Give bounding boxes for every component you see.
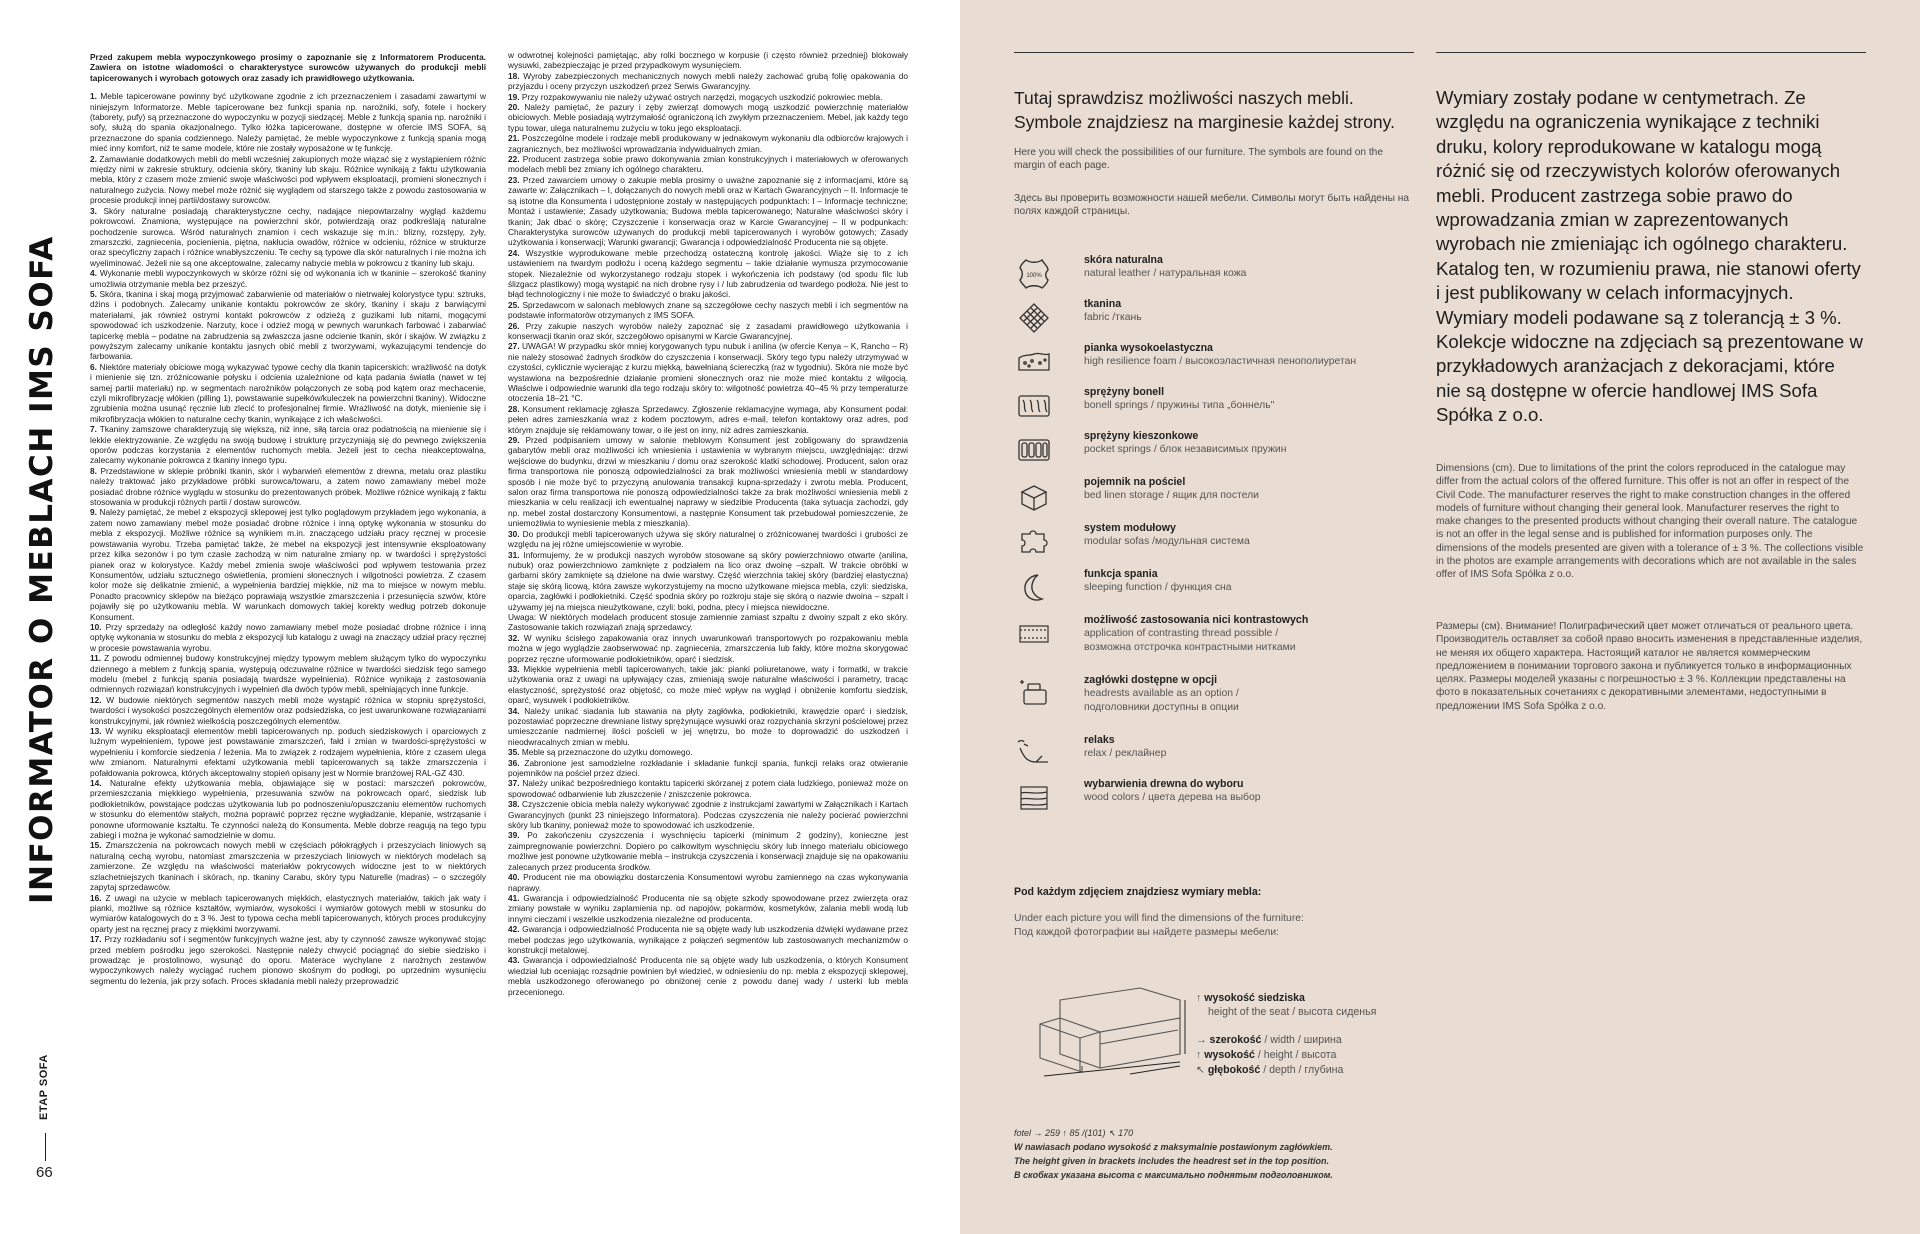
list-item-number: 6.	[90, 361, 97, 372]
list-item	[508, 154, 908, 175]
symbol-label-translation: application of contrasting thread possible /	[1084, 628, 1279, 639]
symbol-label-translation: modular sofas /модульная система	[1084, 536, 1250, 547]
list-item-number: 17.	[90, 934, 102, 945]
list-item	[508, 102, 908, 133]
list-item-number: 14.	[90, 778, 102, 789]
symbol-label-translation-extra: подголовники доступны в опции	[1084, 702, 1239, 713]
puzzle-icon	[1014, 522, 1054, 562]
caption-en: The height given in brackets includes the headrest set in the top position.	[1014, 1156, 1330, 1166]
list-item-number: 38.	[508, 799, 520, 810]
symbol-label-pl: relaks	[1084, 734, 1115, 746]
list-item	[90, 934, 486, 986]
list-item	[90, 893, 486, 935]
list-item	[90, 726, 486, 778]
symbols-heading: Tutaj sprawdzisz możliwości naszych mebli. Symbole znajdziesz na marginesie każdej strony.	[1014, 88, 1395, 132]
list-item-number: 12.	[90, 694, 102, 705]
list-item-number: 18.	[508, 70, 520, 81]
list-item-text: W wyniku ścisłego zapakowania oraz innych uwarunkowań transportowych po rozpakowaniu mebla można w jego wyglądzie zaobserwować np. zagniecenia, zmarszczenia lub fałdy, które można skorygować poprzez ręczne uformowanie podłokietników, oparć i siedzisk.	[508, 632, 909, 664]
list-item-number: 19.	[508, 91, 520, 102]
list-item	[90, 268, 486, 289]
list-item	[90, 622, 486, 653]
list-item-text: W wyniku eksploatacji elementów mebli tapicerowanych np. poduch siedziskowych i oparciowych z luźnym wypełnieniem, typowe jest powstawanie zmarszczeń, fałd i zmian w twardości-sprężystości w wypełnieniu i komforcie siedzenia / leżenia. Ma to związek z rodzajem wypełnienia, które z czasem ulega w/w zmianom. Naturalnymi efektami użytkowania mebli tapicerowanych są także zmarszczenia i pofałdowania pokrowca, których akceptowalny stopień opisany jest w Normie branżowej RAL-GZ 430.	[90, 726, 486, 778]
headrest-icon	[1014, 674, 1054, 714]
width-label: → szerokość / width / ширина	[1196, 1034, 1342, 1046]
pocket-spring-icon	[1014, 430, 1054, 470]
list-item-text: Informujemy, że w produkcji naszych wyrobów stosowane są skóry powierzchniowo otwarte (anilina, nubuk) oraz powierzchniowo zamknięte z podziałem na lico oraz dwoinę –szpalt. W trakcie obróbki w garbarni skóry zamknięte są dzielone na dwie warstwy. Część wierzchnia takiej skóry (bardziej elastyczna) staje się skórą licową, która zawsze wykorzystujemy na mocno użytkowane miejsca mebla, czyli: siedziska, oparcia, zagłówki i podłokietniki. Część spodnia skóry po rozkroju staje się skórą o nazwie dwoina – szpalt i używamy jej na miejsca nieużytkowane, czyli: boki, podna, plecy i miejsca niewidoczne.	[508, 549, 908, 612]
list-item-number: 20.	[508, 102, 520, 113]
list-item-number: 24.	[508, 247, 520, 258]
foam-block-icon	[1014, 342, 1054, 382]
symbol-item	[1014, 778, 1414, 818]
list-item-text: Przed zawarciem umowy o zakupie mebla prosimy o uważne zapoznanie się z informacjami, które są zawarte w: Załącznikach – I, dołączanych do nowych mebli oraz w Kartach Gwarancyjnych – II. Informacje te są istotne dla Konsumenta i udostępnione zostały w następujących podpunktach: I – Informacje techniczne; Montaż i ustawienie; Zasady użytkowania; Budowa mebla tapicerowanego; Naturalne właściwości skóry i tkanin; Jak dbać o skórę; Czyszczenie i konserwacja oraz w Karcie Gwarancyjnej – II w podpunkach: Charakterystyka surowców używanych do produkcji mebli tapicerowanych i wyrobów gotowych; Zasady użytkowania i konserwacji; Warunki gwarancji; Gwarancja i odpowiedzialność Producenta nie są objęte.	[508, 174, 908, 248]
symbol-label-pl: możliwość zastosowania nici kontrastowych	[1084, 614, 1309, 626]
symbol-label-translation: headrests available as an option /	[1084, 688, 1239, 699]
list-item-text: Konsument reklamację zgłasza Sprzedawcy. Zgłoszenie reklamacyjne wymaga, aby Konsument podał: pełen adres zamieszkania wraz z kodem pocztowym, adres e-mail, telefon kontaktowy oraz adres, pod którym znajduje się reklamowany towar, o ile jest on inny, niż adres zamieszkania.	[508, 403, 908, 435]
symbol-label-translation: sleeping function / функция сна	[1084, 582, 1232, 593]
list-item-text: Przy rozkładaniu sof i segmentów funkcyjnych ważne jest, aby ty czynność zawsze wykonywać stojąc przed meblem pośrodku jego szerokości. Następnie należy chwycić pociągnąć do siebie siedzisko i prowadząc je prostolinowo, wysunąć do oporu. Materace wychylane z narożnych zestawów wypoczynkowych należy wyciągać ruchem pionowo skośnym do podłogi, po uprzednim wysunięciu segmentu do leżenia, jak przy sofach. Proces składania mebli należy przeprowadzić	[90, 934, 487, 986]
list-item-number: 27.	[508, 341, 520, 352]
symbol-label-translation: bonell springs / пружины типа „боннель"	[1084, 400, 1275, 411]
list-item	[508, 706, 908, 748]
height-label: ↑ wysokość / height / высота	[1196, 1049, 1337, 1061]
width-en: / width / ширина	[1264, 1034, 1342, 1046]
top-rule-b	[1436, 52, 1866, 53]
list-item	[90, 507, 486, 621]
list-item	[508, 133, 908, 154]
symbol-label-pl: skóra naturalna	[1084, 254, 1163, 266]
list-item-text: Z uwagi na użycie w meblach tapicerowanych miękkich, elastycznych materiałów, takich jak waty i pianki, możliwe są różnice kształtów, wymiarów, wysokości i wymiarów gotowych mebli w stosunku do wymiarów katalogowych do ± 3 %. Jest to typowa cecha mebli tapicerowanych, których proces produkcyjny oparty jest na ręcznej pracy z miękkimi tworzywami.	[90, 892, 486, 934]
symbol-item	[1014, 386, 1414, 426]
list-item	[508, 321, 908, 342]
text-column-1	[90, 52, 486, 986]
list-item-number: 36.	[508, 757, 520, 768]
vertical-title: INFORMATOR O MEBLACH IMS SOFA	[24, 235, 60, 904]
leather-hide-icon	[1014, 254, 1054, 294]
symbol-item	[1014, 342, 1414, 382]
list-item-number: 32.	[508, 632, 520, 643]
symbol-label-pl: sprężyny kieszonkowe	[1084, 430, 1199, 442]
symbol-label-translation: fabric /ткань	[1084, 312, 1142, 323]
list-item	[90, 840, 486, 892]
list-item	[508, 872, 908, 893]
list-item-text: Wyroby zabezpieczonych mechanicznych nowych mebli należy zachować grubą folię opakowania do przyjazdu i oceny przyczyn uszkodzeń przez Serwis Gwarancyjny.	[508, 70, 909, 92]
seat-height-en: height of the seat / высота сиденья	[1208, 1006, 1377, 1018]
list-item-number: 4.	[90, 268, 97, 279]
list-item-number: 7.	[90, 424, 97, 435]
symbol-item	[1014, 734, 1414, 774]
list-item-number: 11.	[90, 653, 102, 664]
symbol-label-pl: tkanina	[1084, 298, 1122, 310]
list-item-text: Przedstawione w sklepie próbniki tkanin, skór i wybarwień elementów z drewna, metalu oraz plastiku należy traktować jako przykładowe próbki surowca/towaru, a zatem nowo zamawiany mebel może posiadać drobne różnice wyglądu w stosunku do prezentowanych próbek. Możliwe różnice wynikają z faktu stosowania w produkcji różnych partii / dostaw surowców.	[90, 465, 486, 508]
list-item-number: 29.	[508, 435, 520, 446]
list-item-text: Miękkie wypełnienia mebli tapicerowanych, takie jak: pianki poliuretanowe, waty i formatki, w trakcie użytkowania oraz z uwagi na upływający czas, zmieniają swoje naturalne właściwości i parametry, tracąc elastyczność, sprężystość oraz objętość, co może mieć wpływ na wygląd i obniżenie komfortu siedzisk, oparć, wysuwek i podłokietników.	[508, 663, 908, 706]
list-item-number: 13.	[90, 726, 102, 736]
armchair-dimension-drawing	[1030, 970, 1190, 1080]
symbol-label-translation: bed linen storage / ящик для постели	[1084, 490, 1259, 501]
list-item-text: Do produkcji mebli tapicerowanych używa się skóry naturalnej o zróżnicowanej twardości i grubości ze względu na jej różne umiejscowienie w wyrobie.	[508, 528, 908, 550]
list-item-number: 37.	[508, 778, 520, 789]
list-item	[90, 695, 486, 726]
list-item-text: Czyszczenie obicia mebla należy wykonywać zgodnie z instrukcjami zawartymi w Załącznikach i Kartach Gwarancyjnych (punkt 23 niniejszego Informatora). Podczas czyszczenia nie należy pocierać powierzchni skóry lub tkaniny, ponieważ może to spowodować ich uszkodzenie.	[508, 799, 908, 831]
list-item	[508, 550, 908, 612]
list-item	[90, 206, 486, 268]
list-item-text: Niektóre materiały obiciowe mogą wykazywać typowe cechy dla tkanin tapicerskich: wrażliwość na dotyk i mienienie się tzn. zróżnicowanie połysku i odcienia uzależnione od kąta padania światła (nawet w tej samej partii materiału) np. w segmentach narożników połączonych ze sobą pod kątem oraz mechacenie, czyli mikrofibryzację włókien (pilling 1), powstawanie supełków/kuleczek na powierzchni tkaniny). Widoczne zgrubienia można usunąć ręcznie lub zlecić to profesjonalnej firmie. Wrażliwość na dotyk, mienienie się i mikrofibryzacja włókien to naturalne cechy tkanin, wynikające z ich właściwości.	[90, 361, 486, 424]
list-item	[508, 747, 908, 757]
list-item-text: Uwaga: W niektórych modelach producent stosuje zamiennie zamiast szpaltu z dwoiny szpalt z eko skóry. Zastosowanie takich rozwiązań znają sprzedawcy.	[508, 611, 908, 633]
numbered-list-1	[90, 91, 486, 986]
symbol-label-pl: sprężyny bonell	[1084, 386, 1165, 398]
seat-height-pl: wysokość siedziska	[1204, 992, 1305, 1004]
list-item-number: 31.	[508, 549, 520, 560]
list-item-number: 5.	[90, 288, 97, 299]
list-item-text: Tkaniny zamszowe charakteryzują się większą, niż inne, siłą tarcia oraz podatnością na mienienie się i lekkie elektryzowanie. Ze względu na swoją budowę i strukturę przyczyniają się do pewnego zwiększenia oporów podczas korzystania z elementów ruchomych mebla. Jeżeli jest to cecha nieakceptowalna, zalecamy wykonanie pokrowca z tkaniny innego typu.	[90, 424, 487, 466]
list-item	[90, 91, 486, 153]
list-item-text: Zabronione jest samodzielne rozkładanie i składanie funkcji spania, funkcji relaks oraz otwieranie pojemników na pościel przez dzieci.	[508, 757, 908, 779]
caption-dimensions: fotel → 259 ↑ 85 /(101) ↖ 170	[1014, 1128, 1134, 1138]
list-item-number: 40.	[508, 872, 520, 883]
list-item	[508, 758, 908, 779]
height-pl: wysokość	[1204, 1049, 1255, 1061]
moon-icon	[1014, 568, 1054, 608]
list-item-number: 8.	[90, 465, 97, 476]
list-item-number: 1.	[90, 91, 97, 102]
list-item	[90, 289, 486, 362]
list-item-text: Gwarancja i odpowiedzialność Producenta nie są objęte wady lub uszkodzenia dźwięki wydawane przez mebel podczas jego użytkowania, wynikające z połączeń segmentów lub zastosowanych mechanizmów o konstrukcji metalowej.	[508, 924, 908, 955]
list-item-text: Należy unikać bezpośredniego kontaktu tapicerki skórzanej z potem ciała ludzkiego, ponieważ może on spowodować odbarwienie lub złuszczenie / zniszczenie pokrowca.	[508, 778, 908, 799]
caption-ru: В скобках указана высота с максимально поднятым подголовником.	[1014, 1170, 1333, 1180]
list-item	[90, 362, 486, 424]
list-item	[90, 653, 486, 695]
list-item	[508, 300, 908, 321]
running-head: ETAP SOFA	[38, 1054, 50, 1120]
list-item-text: Po zakończeniu czyszczenia i wyschnięciu tapicerki (minimum 2 godziny), konieczne jest zaimpregnowanie powierzchni. Dopiero po całkowitym wyschnięciu skóry lub innego materiału obiciowego możliwe jest ponowne użytkowanie mebla – instrukcja czyszczenia i konserwacji znajduje się na opakowaniu zalecanych przez producenta środków.	[508, 830, 908, 872]
recliner-icon	[1014, 734, 1054, 774]
list-item-text: Przy sprzedaży na odległość każdy nowo zamawiany mebel może posiadać drobne różnice i inną optykę wykonania w stosunku do mebla z ekspozycji lub katalogu z uwagi na znaczący udział pracy ręcznej w procesie powstawania wyrobu.	[90, 621, 486, 653]
list-item-text: w odwrotnej kolejności pamiętając, aby rolki bocznego w korpusie (i często również przedniej) blokowały wysuwki, zabezpieczając je przed przypadkowym wysunięciem.	[508, 50, 908, 71]
list-item	[508, 633, 908, 664]
list-item-text: Z powodu odmiennej budowy konstrukcyjnej między typowym meblem służącym tylko do wypoczynku dziennego a meblem z funkcją spania, występują odczuwalne różnice w twardości siedzisk tego samego modelu (mebel z funkcją spania posiadają twardsze wypełnienia). Różnice wynikają z zastosowania odmiennych rozwiązań konstrukcyjnych i wypełnień dla dwóch typów mebli, spełniających inne funkcje.	[90, 653, 486, 695]
list-item-text: Należy pamiętać, że pazury i zęby zwierząt domowych mogą uszkodzić powierzchnię materiałów obiciowych. Meble posiadają wytrzymałość ograniczoną ich zwykłym przeznaczeniem. Mebel, jak każdy tego typu towar, ulega naturalnemu zużyciu w toku jego eksploatacji.	[508, 102, 908, 133]
bonnell-spring-icon	[1014, 386, 1054, 426]
list-item-text: Gwarancja i odpowiedzialność Producenta nie są objęte wady lub uszkodzenia, o których Konsument wiedział lub oceniając rozsądnie powinien był wiedzieć, w odniesieniu do np. mebla z ekspozycji sklepowej, mebla uszkodzonego oferowanego po obniżonej cenie z powodu danej wady / usterki lub mebla przecenionego.	[508, 955, 908, 997]
list-item-text: Wykonanie mebli wypoczynkowych w skórze różni się od wykonania ich w tkaninie – szerokość tkaniny umożliwia otrzymanie mebla bez przeszyć.	[90, 268, 486, 289]
list-item-number: 25.	[508, 299, 520, 310]
symbol-label-translation: pocket springs / блок независимых пружин	[1084, 444, 1287, 455]
list-item	[508, 955, 908, 997]
catalog-disclaimer-ru: Размеры (см). Внимание! Полиграфический цвет может отличаться от реального цвета. Производитель оставляет за собой право вносить изменения в представленные изделия, не меняя их общего характера. Настоящий каталог не является коммерческим предложением в понимании торгового закона и публикуется только в информационных целях. Размеры моделей указаны с погрешностью ± 3 %. Коллекции представлены на фото в показательных сочетаниях с декоративными элементами, недоступными в предложении IMS Sofa Spółka z o.o.	[1436, 621, 1863, 712]
height-en: / height / высота	[1257, 1049, 1337, 1061]
list-item-text: Skóra, tkanina i skaj mogą przyjmować zabarwienie od materiałów o nietrwałej kolorystyce typu: sztruks, dżins i podobnych. Zalecamy unikanie kontaktu pokrowców ze skóry, tkaniny i skaju z barwiącymi materiałami, jak również ostrymi kontakt pokrowców z odzieżą z guzikami lub nitami, mogącymi spowodować ich uszkodzenie. Narzuty, koce i odzież mogą w pewnych warunkach farbować i zabarwiać tapicerkę mebla – podatne na zabrudzenia są zwłaszcza jasne odcienie tkanin, skór i skajów. W związku z powyższym zalecamy unikanie kontaktu jasnych obić mebli z tworzywami, wykazującymi tendencje do farbowania.	[90, 288, 486, 362]
list-item	[90, 424, 486, 466]
symbol-label-pl: system modułowy	[1084, 522, 1176, 534]
list-item	[90, 154, 486, 206]
fabric-weave-icon	[1014, 298, 1054, 338]
dimensions-title: Pod każdym zdjęciem znajdziesz wymiary mebla:	[1014, 886, 1262, 898]
list-item-text: Przy rozpakowywaniu nie należy używać ostrych narzędzi, mogących uszkodzić pokrowiec mebla.	[521, 91, 883, 102]
list-item-number: 30.	[508, 528, 520, 539]
list-item-text: Należy pamiętać, że mebel z ekspozycji sklepowej jest tylko poglądowym przykładem jego wykonania, a zatem nowo zamawiany mebel może posiadać drobne różnice i inną optykę wykonania w stosunku do mebla z ekspozycji. Możliwe różnice są wynikiem m.in. znaczącego udziału pracy ręcznej w procesie powstawania wyrobu. Trzeba pamiętać także, że mebel na ekspozycji jest intensywnie eksploatowany przez kilka sezonów i po tym czasie zachodzą w nim naturalne zmiany np. w twardości i sprężystości pianek oraz w kolorystyce. Każdy mebel zmienia swoje właściwości pod wpływem testowania przez Konsumentów, udziału sztucznego oświetlenia, promieni słonecznych i wilgotności powietrza. Z czasem kolor może się delikatnie zmienić, a wypełnienia bardziej miękkie, niż ma to miejsce w nowym meblu. Ponadto pracownicy sklepów na bieżąco poprawiają wszystkie zmarszczenia i przesunięcia szwów, które pojawiły się po użytkowaniu mebla. W warunkach domowych takiej korekty według potrzeb dokonuje Konsument.	[90, 507, 486, 622]
storage-box-icon	[1014, 476, 1054, 516]
list-item	[508, 248, 908, 300]
list-item-text: Poszczególne modele i rodzaje mebli produkowany w jednakowym wykonaniu dla odbiorców krajowych i zagranicznych, bez możliwości wprowadzania indywidualnych zmian.	[508, 133, 908, 154]
dimensions-subtitle-en: Under each picture you will find the dimensions of the furniture:	[1014, 913, 1304, 924]
list-item-number: 15.	[90, 840, 102, 851]
symbol-label-translation: high resilience foam / высокоэластичная пенополиуретан	[1084, 356, 1357, 367]
page-number: 66	[36, 1164, 53, 1181]
list-item-number: 2.	[90, 153, 97, 164]
list-item-text: Sprzedawcom w salonach meblowych znane są szczegółowe cechy naszych mebli i ich segmentów na podstawie informatorów otrzymanych z IMS SOFA.	[508, 299, 909, 321]
list-item	[508, 341, 908, 403]
list-item-text: Gwarancja i odpowiedzialność Producenta nie są objęte szkody spowodowane przez zwierzęta oraz zmiany powstałe w wyniku zaplamienia np. od napojów, pokarmów, kosmetyków, zalania mebli wodą lub innymi cieczami i wszelkie uszkodzenia niezależne od producenta.	[508, 892, 908, 924]
catalog-disclaimer-heading: Wymiary zostały podane w centymetrach. Ze względu na ograniczenia wynikające z techniki druku, kolory reprodukowane w katalogu mogą różnić się od rzeczywistych kolorów oferowanych mebli. Producent zastrzega sobie prawo do wprowadzania zmian w zaprezentowanych wyrobach nie zmieniając ich ogólnego charakteru. Katalog ten, w rozumieniu prawa, nie stanowi oferty i jest publikowany w celach informacyjnych. Wymiary modeli podawane są z tolerancją ± 3 %. Kolekcje widoczne na zdjęciach są prezentowane w przykładowych aranżacjach z dekoracjami, które nie są dostępne w ofercie handlowej IMS Sofa Spółka z o.o.	[1436, 87, 1863, 426]
symbols-heading-en: Here you will check the possibilities of our furniture. The symbols are found on the margin of each page.	[1014, 147, 1384, 172]
dimensions-subtitle-ru: Под каждой фотографии вы найдете размеры мебели:	[1014, 927, 1280, 938]
intro-paragraph: Przed zakupem mebla wypoczynkowego prosimy o zapoznanie się z Informatorem Producenta. Zawiera on istotne wiadomości o charakterystyce surowców używanych do produkcji mebli tapicerowanych i wyrobach gotowych oraz zasady ich prawidłowego użytkowania.	[90, 52, 486, 83]
depth-label: ↖ głębokość / depth / глубина	[1196, 1064, 1344, 1076]
svg-text:100%: 100%	[1026, 273, 1042, 279]
running-head-rule	[45, 1133, 46, 1161]
list-item-number: 3.	[90, 205, 97, 216]
list-item-number: 23.	[508, 174, 520, 185]
symbol-item	[1014, 568, 1414, 608]
list-item-text: Producent nie ma obowiązku dostarczenia Konsumentowi wyrobu zamiennego na czas wykonywania naprawy.	[508, 872, 908, 893]
list-item-number: 35.	[508, 747, 520, 758]
list-item	[508, 924, 908, 955]
list-item-number: 41.	[508, 892, 520, 903]
text-column-2	[508, 50, 908, 997]
symbol-label-translation-extra: возможна отстрочка контрастными нитками	[1084, 642, 1296, 653]
symbol-label-translation: natural leather / натуральная кожа	[1084, 268, 1247, 279]
list-item-number: 43.	[508, 955, 520, 966]
list-item-text: Zamawianie dodatkowych mebli do mebli wcześniej zakupionych może wiązać się z wystąpieniem różnic między nimi w zakresie struktury, odcienia skóry, tkaniny lub skaju. Różnice wynikają z faktu użytkowania mebla, który z czasem może zmienić swoje właściwości pod wpływem eksploatacji, promieni słonecznych i naturalnego zużycia. Nowy mebel może różnić się wyglądem od starszego także z powodu zastosowania w procesie produkcji innej partii/dostawy surowców.	[90, 153, 487, 206]
symbol-label-pl: zagłówki dostępne w opcji	[1084, 674, 1218, 686]
list-item-text: Przy zakupie naszych wyrobów należy zapoznać się z zasadami prawidłowego użytkowania i konserwacji tkanin oraz skór, szczegółowo opisanymi w Karcie Gwarancyjnej.	[508, 320, 908, 341]
list-item	[508, 799, 908, 830]
list-item-text: Wszystkie wyprodukowane meble przechodzą ostateczną kontrolę jakości. Wiąże się to z ich ustawieniem na twardym podłożu i oceną każdego segmentu – takie działanie wymusza przymocowanie stopek. Niezależnie od wykorzystanego rodzaju stopek i wykończenia ich podstawy (od spodu filc lub ślizgacz plastikowy) mogą wystąpić na nich drobne rysy i / lub zabrudzenia od twardego podłoża. Nie jest to błąd technologiczny i nie może to świadczyć o braku jakości.	[508, 247, 908, 300]
list-item	[508, 893, 908, 924]
symbol-item	[1014, 298, 1414, 338]
list-item-text: Należy unikać siadania lub stawania na płyty zagłówka, podłokietniki, krawędzie oparć i siedzisk, pozostawiać poprzeczne drewniane listwy sprężynujące wysuwki oraz rozpychania skrzyni pościelowej przez umieszczanie nadmiernej ilości pościeli w jej wnętrzu, bo może to doprowadzić do uszkodzeń i nieodwracalnych zmian w meblu.	[508, 705, 908, 747]
list-item-number: 21.	[508, 133, 520, 144]
symbol-item	[1014, 254, 1414, 294]
list-item	[508, 778, 908, 799]
list-item	[508, 50, 908, 71]
list-item-text: UWAGA! W przypadku skór mniej korygowanych typu nubuk i anilina (w ofercie Kenya – K, Rancho – R) nie należy stosować żadnych środków do czyszczenia i konserwacji. Skóry tego typu należy utrzymywać w czystości, cyklicznie wycierając z kurzu miękką, bawełnianą ściereczką (raz w tygodniu). Skóra nie może być wystawiona na bezpośrednie działanie promieni słonecznych oraz nie może mieć kontaktu z wilgocią. Właściwe i odpowiednie warunki dla tego rodzaju skóry to: wilgotność powietrza 40–45 % przy temperaturze otoczenia 18–21 °C.	[508, 341, 908, 404]
caption-pl: W nawiasach podano wysokość z maksymalnie postawionym zagłówkiem.	[1014, 1142, 1333, 1152]
list-item	[508, 612, 908, 633]
wood-sample-icon	[1014, 778, 1054, 818]
list-item-number: 26.	[508, 320, 520, 331]
symbol-item	[1014, 674, 1414, 714]
list-item-text: Naturalne efekty użytkowania mebla, objawiające się w postaci: marszczeń pokrowców, przemieszczania miękkiego wypełnienia, przesuwania szwów na pokrowcach oparć, siedzisk lub podłokietników, powstające podczas użytkowania lub po podnoszeniu/opuszczaniu elementów ruchomych w stosunku do elementów stałych, można poprawić poprzez ręczne wygładzanie, klepanie, wstrząsanie i ponowne uformowanie kształtu. Te czynności należą do Konsumenta. Meble dobrze reagują na tego typu zabiegi i można je wykonać samodzielnie w domu.	[90, 778, 486, 841]
list-item	[508, 664, 908, 706]
seat-height-label: ↑ wysokość siedziska	[1196, 992, 1305, 1004]
depth-pl: głębokość	[1207, 1064, 1261, 1076]
list-item-text: Przed podpisaniem umowy w salonie meblowym Konsument jest zobligowany do sprawdzenia gabarytów mebli oraz możliwości ich wniesienia i ustawienia w wybranym miejscu, uwzględniając: drzwi wejściowe do budynku, drzwi w mieszkaniu / domu oraz szerokość klatki schodowej. Producent, salon oraz firma transportowa nie ponoszą odpowiedzialności za brak możliwości wniesienia mebli w standardowy sposób i nie może być to przyczyną anulowania transakcji kupna-sprzedaży i zwrotu mebla. Producent, salon oraz firma transportowa nie ponoszą odpowiedzialności także za brak możliwości wniesienia mebli z mieszkania w celu realizacji ich ewentualnej naprawy w siedzibie Producenta (taka sytuacja zachodzi, gdy np. mebel został dostarczony Konsumentowi, a następnie Konsument tak przebudował pomieszczenie, że uniemożliwia to wyniesienie mebla z mieszkania).	[508, 435, 909, 529]
width-pl: szerokość	[1209, 1034, 1262, 1046]
dimensions-caption	[1014, 1126, 1333, 1182]
catalog-disclaimer-en: Dimensions (cm). Due to limitations of the print the colors reproduced in the catalogue may differ from the actual colors of the offered furniture. This offer is not an offer in respect of the Civil Code. The manufacturer reserves the right to make construction changes in the offered models of furniture without changing their general look. Manufacturer reserves the right to make changes to the presented products without changing their overall nature. The catalogue is not an offer in the legal sense and is published for information purposes only. The dimensions of the models presented are given with a tolerance of ± 3 %. The collections visible in the photos are example arrangements with decorations which are not available in the sales offer of IMS Sofa Spółka z o.o.	[1436, 463, 1864, 581]
list-item-number: 33.	[508, 663, 520, 674]
list-item-text: Producent zastrzega sobie prawo dokonywania zmian konstrukcyjnych i materiałowych w oferowanych modelach mebli bez zmiany ich ogólnego charakteru.	[508, 154, 908, 175]
symbol-item	[1014, 522, 1414, 562]
list-item-text: W budowie niektórych segmentów naszych mebli może wystąpić różnica w stopniu sprężystości, twardości i wysokości poszczególnych elementów oraz podsiedziska, co jest uwarunkowane rozwiązaniami konstrukcyjnymi, jak również wielkością poszczególnych elementów.	[90, 694, 486, 726]
symbol-label-pl: pianka wysokoelastyczna	[1084, 342, 1213, 354]
symbol-item	[1014, 614, 1414, 654]
list-item	[508, 404, 908, 435]
list-item-number: 42.	[508, 924, 520, 935]
list-item-number: 22.	[508, 154, 520, 165]
list-item	[508, 830, 908, 872]
list-item	[508, 435, 908, 529]
list-item	[508, 529, 908, 550]
depth-en: / depth / глубина	[1263, 1064, 1344, 1076]
list-item-number: 34.	[508, 705, 520, 716]
list-item	[508, 71, 908, 92]
list-item-text: Meble są przeznaczone do użytku domowego.	[521, 747, 693, 758]
symbol-label-translation: relax / реклайнер	[1084, 748, 1167, 759]
contrast-thread-icon	[1014, 614, 1054, 654]
list-item	[90, 778, 486, 840]
dimensions-subtitle	[1014, 912, 1304, 940]
list-item-number: 9.	[90, 507, 97, 518]
list-item-number: 28.	[508, 403, 520, 414]
list-item-text: Meble tapicerowane powinny być użytkowane zgodnie z ich przeznaczeniem i zasadami zawartymi w niniejszym Informatorze. Meble tapicerowane bez funkcji spania np. narożniki, sofy, fotele i hockery (taborety, pufy) są przeznaczone do wypoczynku w pozycji siedzącej. Meble z funkcją spania np. narożniki i sofy, służą do spania okazjonalnego. Tylko łóżka tapicerowane, dostępne w ofercie IMS SOFA, są przeznaczone do spania codziennego. Należy pamiętać, że meble wypoczynkowe z funkcją spania mogą mieć inny komfort, niż te same modele, które nie zostały wyposażone w tę funkcję.	[90, 91, 486, 154]
symbol-item	[1014, 430, 1414, 470]
list-item-text: Zmarszczenia na pokrowcach nowych mebli w częściach półokrągłych i przeszyciach liniowych są naturalną cechą wyrobu, natomiast zmarszczenia w przeszyciach liniowych w niektórych modelach są zamierzone. Ze względu na właściwości materiałów pokrycowych widoczne jest to w niektórych szlachetniejszych tkaninach i skórach, np. tkaniny Carabu, skóry typu Naturelle (madras) – o szczególy zapytaj sprzedawców.	[90, 840, 486, 893]
symbol-label-translation: wood colors / цвета дерева на выбор	[1084, 792, 1261, 803]
list-item	[508, 175, 908, 248]
symbol-item	[1014, 476, 1414, 516]
list-item-number: 10.	[90, 621, 102, 632]
symbols-heading-ru: Здесь вы проверить возможности нашей мебели. Символы могут быть найдены на полях каждой страницы.	[1014, 193, 1410, 218]
symbol-label-pl: pojemnik na pościel	[1084, 476, 1186, 488]
symbol-label-pl: funkcja spania	[1084, 568, 1158, 580]
symbol-label-pl: wybarwienia drewna do wyboru	[1084, 778, 1244, 790]
list-item-number: 39.	[508, 830, 520, 841]
list-item	[90, 466, 486, 508]
list-item-text: Skóry naturalne posiadają charakterystyczne cechy, nadające niepowtarzalny wygląd każdemu pokrowcowi. Znamiona, występujące na powierzchni skór, potwierdzają oraz podkreślają naturalne pochodzenie surowca. Wśród naturalnych znamion i cech wskazuje się m.in.: blizny, rozstępy, żyły, zmarszczki, zagniecenia, pocienienia, piętna, nakłucia owadów, różnice w odcieniu, różnice w strukturze oraz specyficzny zapach i różnice wnabłyszczeniu. Te cechy są typowe dla skór naturalnych i nie można ich wyeliminować. Jeżeli nie są one akceptowalne, zalecamy nabycie mebla w pokrowcu z tkaniny lub skaju.	[90, 205, 486, 268]
list-item	[508, 92, 908, 102]
list-item-number: 16.	[90, 892, 102, 903]
top-rule-a	[1014, 52, 1414, 53]
numbered-list-2	[508, 50, 908, 997]
